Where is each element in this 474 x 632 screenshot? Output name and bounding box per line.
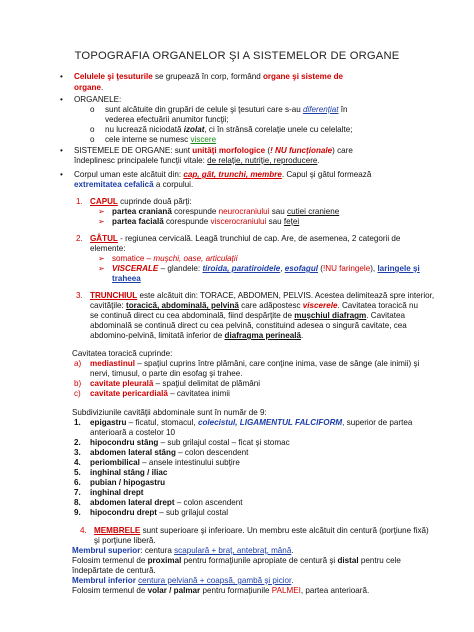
text-run: a corpului.: [153, 180, 194, 189]
list-number: 4.: [74, 458, 81, 467]
abdominal-item-3: [90, 448, 248, 458]
text-run: sau: [269, 207, 288, 216]
text-run: este alcătuit din: TORACE, ABDOMEN, PELVIS. Acestea delimitează spre interior,: [137, 291, 435, 300]
sub-bullet-marker: o: [90, 125, 95, 134]
intro-sisteme-b: [74, 156, 320, 166]
text-run: !NU faringele: [322, 264, 371, 273]
text-run: CAPUL: [90, 197, 118, 206]
text-run: viscere: [190, 135, 217, 144]
text-run: – colon descendent: [175, 448, 249, 457]
section-number: 1.: [76, 197, 83, 206]
organele-sub-3: [105, 135, 216, 145]
list-number: 5.: [74, 468, 81, 477]
text-run: diafragma perineală: [224, 331, 301, 340]
text-run: VISCERALE: [112, 264, 159, 273]
intro-line-1: [74, 72, 343, 82]
text-run: .: [317, 156, 320, 165]
text-run: ,: [280, 264, 285, 273]
text-run: corespunde: [171, 207, 219, 216]
abdominal-item-2: [90, 438, 290, 448]
sub-bullet-marker: o: [90, 105, 95, 114]
abdominal-item-9: [90, 508, 228, 518]
list-letter: c): [74, 389, 81, 398]
text-run: ! NU funcţionale: [270, 146, 333, 155]
text-run: abdomen lateral drept: [90, 498, 175, 507]
text-run: somatice: [112, 254, 145, 263]
text-run: GÂTUL: [90, 234, 118, 243]
toracica-heading: Cavitatea toracică cuprinde:: [72, 349, 173, 358]
text-run: volar / palmar: [147, 586, 201, 595]
text-run: – sub grilajul costal: [157, 508, 229, 517]
text-run: . Capul şi gâtul formează: [281, 170, 372, 179]
membre-line-1: [94, 526, 429, 536]
intro-line-1b: [74, 83, 103, 93]
text-run: nu lucrează niciodată: [105, 125, 184, 134]
text-run: traheea: [112, 274, 141, 283]
text-run: abdomen lateral stâng: [90, 448, 176, 457]
text-run: organe: [74, 83, 101, 92]
text-run: tiroida, paratiroidele: [202, 264, 281, 273]
list-number: 2.: [74, 438, 81, 447]
list-number: 6.: [74, 478, 81, 487]
abdominal-item-1-b: anterioară a costelor 10: [90, 428, 176, 437]
gat-heading: [90, 234, 400, 244]
text-run: ),: [370, 264, 378, 273]
text-run: cutiei craniene: [287, 207, 340, 216]
text-run: cele interne se numesc: [105, 135, 191, 144]
text-run: organe şi sisteme de: [262, 72, 344, 81]
bullet-marker: •: [60, 146, 63, 155]
section-number: 3.: [76, 291, 83, 300]
organele-sub-1b: vederea efectuării anumitor funcţii;: [105, 115, 229, 124]
text-run: , superior de partea: [342, 418, 413, 427]
text-run: Corpul uman este alcătuit din:: [74, 170, 184, 179]
toracica-item-a-b: nervi, timusul, o parte din esofag şi trahee.: [90, 369, 243, 378]
proximal-distal: [72, 556, 401, 566]
text-run: laringele şi: [377, 264, 420, 273]
text-run: izolat: [183, 125, 205, 134]
text-run: colecistul, LIGAMENTUL FALCIFORM: [197, 418, 343, 427]
text-run: în: [338, 105, 348, 114]
cap-partea-faciala: [112, 217, 299, 227]
text-run: hipocondru drept: [90, 508, 157, 517]
text-run: viscerocraniului: [210, 217, 267, 226]
cap-heading: [90, 197, 192, 207]
abdominal-item-8: [90, 498, 243, 508]
text-run: pentru cele: [358, 556, 401, 565]
text-run: – muşchi, oase, articulaţii: [144, 254, 238, 263]
membre-line-2: şi porţiune liberă.: [94, 536, 156, 545]
membru-superior: [72, 546, 294, 556]
gat-heading-b: elemente:: [90, 244, 126, 253]
abdominal-item-4: [90, 458, 240, 468]
abdominal-item-5: inghinal stâng / iliac: [90, 468, 168, 477]
trunchi-line-4: abdominală se continuă direct cu cea pelvină, constituind adesea o singură cavitate, cea: [90, 321, 407, 330]
text-run: – sub grilajul costal – ficat şi stomac: [158, 438, 290, 447]
list-number: 9.: [74, 508, 81, 517]
text-run: .: [291, 546, 294, 555]
text-run: partea facială: [112, 217, 164, 226]
text-run: abdomino-pelvină, limitată inferior de: [90, 331, 225, 340]
section-number: 2.: [76, 234, 83, 243]
intro-corp-b: [74, 180, 193, 190]
text-run: . Cavitatea toracică nu: [337, 301, 418, 310]
text-run: centura pelviană + coapsă, gambă şi picior: [138, 576, 292, 585]
text-run: muşchiul diafragm: [294, 311, 367, 320]
text-run: .: [101, 83, 104, 92]
organele-sub-2: [105, 125, 352, 135]
text-run: sunt superioare şi inferioare. Un membru este alcătuit din centură (porţiune fixă): [140, 526, 429, 535]
list-letter: b): [74, 379, 82, 388]
volar-palmar: [72, 586, 369, 596]
toracica-item-a: [90, 359, 419, 369]
text-run: partea craniană: [112, 207, 172, 216]
gat-viscerale: [112, 264, 420, 274]
text-run: Celulele şi ţesuturile: [74, 72, 153, 81]
text-run: – colon ascendent: [174, 498, 243, 507]
bullet-marker: •: [60, 95, 63, 104]
text-run: TRUNCHIUL: [90, 291, 138, 300]
text-run: , ci în strânsă corelaţie unele cu celelalte;: [204, 125, 353, 134]
text-run: care adăpostesc: [238, 301, 303, 310]
text-run: sau: [266, 217, 284, 226]
text-run: – spaţiul cuprins între plămâni, care conţine inima, vase de sânge (ale inimii) şi: [134, 359, 420, 368]
trunchi-line-3: [90, 311, 405, 321]
list-number: 3.: [74, 448, 81, 457]
gat-viscerale-b: [112, 274, 141, 284]
text-run: esofagul: [284, 264, 319, 273]
text-run: scapulară + braţ, antebraţ, mână: [174, 546, 292, 555]
trunchi-line-5: [90, 331, 303, 341]
text-run: extremitatea cefalică: [74, 180, 154, 189]
text-run: cavitate pleurală: [90, 379, 154, 388]
text-run: cap, gât, trunchi, membre: [183, 170, 282, 179]
text-run: corespunde: [163, 217, 211, 226]
text-run: viscerele: [302, 301, 338, 310]
text-run: PALMEI: [271, 586, 301, 595]
list-number: 1.: [74, 418, 81, 427]
sub-bullet-marker: o: [90, 135, 95, 144]
gat-somatice: [112, 254, 238, 264]
text-run: ) care: [332, 146, 353, 155]
text-run: (: [265, 146, 271, 155]
text-run: SISTEMELE DE ORGANE: sunt: [74, 146, 193, 155]
text-run: .: [301, 331, 304, 340]
text-run: Membrul inferior: [72, 576, 136, 585]
section-number: 4.: [80, 526, 87, 535]
text-run: – ansele intestinului subţire: [139, 458, 240, 467]
text-run: Folosim termenul de: [72, 586, 148, 595]
text-run: Folosim termenul de: [72, 556, 148, 565]
arrow-bullet-marker: ➢: [98, 207, 105, 216]
arrow-bullet-marker: ➢: [98, 217, 105, 226]
text-run: distal: [337, 556, 359, 565]
text-run: – ficatul, stomacul,: [126, 418, 198, 427]
abdominal-item-7: inghinal drept: [90, 488, 144, 497]
text-run: periombilical: [90, 458, 140, 467]
list-number: 8.: [74, 498, 81, 507]
text-run: , partea anterioară.: [300, 586, 370, 595]
text-run: cavităţile:: [90, 301, 126, 310]
list-number: 7.: [74, 488, 81, 497]
text-run: unităţi morfologice: [192, 146, 266, 155]
text-run: mediastinul: [90, 359, 135, 368]
text-run: (: [318, 264, 323, 273]
text-run: cuprinde două părţi:: [117, 197, 192, 206]
trunchi-line-1: [90, 291, 434, 301]
text-run: - regiunea cervicală. Leagă trunchiul de cap. Are, de asemenea, 2 categorii de: [117, 234, 401, 243]
text-run: : centura: [140, 546, 175, 555]
text-run: hipocondru stâng: [90, 438, 159, 447]
text-run: îndeplinesc principalele funcţii vitale:: [74, 156, 208, 165]
intro-sisteme: [74, 146, 353, 156]
arrow-bullet-marker: ➢: [98, 264, 105, 273]
text-run: proximal: [147, 556, 182, 565]
abdominal-item-6: pubian / hipogastru: [90, 478, 166, 487]
text-run: epigastru: [90, 418, 127, 427]
bullet-marker: •: [60, 170, 63, 179]
organele-sub-1: [105, 105, 348, 115]
text-run: se continuă direct cu cea abdominală, fiind despărţite de: [90, 311, 295, 320]
trunchi-line-2: [90, 301, 418, 311]
text-run: pentru formaţiunile: [200, 586, 272, 595]
text-run: pentru formaţiunile apropiate de centură şi: [181, 556, 338, 565]
cap-partea-craniana: [112, 207, 339, 217]
text-run: – spaţiul delimitat de plămâni: [153, 379, 261, 388]
text-run: Membrul superior: [72, 546, 141, 555]
intro-corp: [74, 170, 371, 180]
abdominal-heading: Subdiviziunile cavităţii abdominale sunt în număr de 9:: [72, 408, 267, 417]
text-run: toracică, abdominală, pelvină: [126, 301, 239, 310]
membru-inferior: [72, 576, 294, 586]
text-run: MEMBRELE: [94, 526, 141, 535]
text-run: – glandele:: [158, 264, 203, 273]
intro-organele: ORGANELE:: [74, 95, 122, 104]
text-run: .: [291, 576, 294, 585]
list-letter: a): [74, 359, 82, 368]
proximal-distal-b: îndepărtate de centură.: [72, 566, 156, 575]
text-run: neurocraniului: [218, 207, 270, 216]
text-run: cavitate pericardială: [90, 389, 168, 398]
text-run: . Cavitatea: [366, 311, 405, 320]
text-run: – cavitatea inimii: [167, 389, 230, 398]
text-run: sunt alcătuite din grupări de celule şi ţesuturi care s-au: [105, 105, 303, 114]
text-run: se grupează în corp, formând: [152, 72, 263, 81]
toracica-item-b: [90, 379, 260, 389]
abdominal-item-1: [90, 418, 412, 428]
bullet-marker: •: [60, 72, 63, 81]
page-title: TOPOGRAFIA ORGANELOR ŞI A SISTEMELOR DE ORGANE: [74, 50, 400, 62]
text-run: diferenţiat: [302, 105, 339, 114]
arrow-bullet-marker: ➢: [98, 254, 105, 263]
toracica-item-c: [90, 389, 230, 399]
text-run: feţei: [283, 217, 300, 226]
text-run: de relaţie, nutriţie, reproducere: [207, 156, 318, 165]
